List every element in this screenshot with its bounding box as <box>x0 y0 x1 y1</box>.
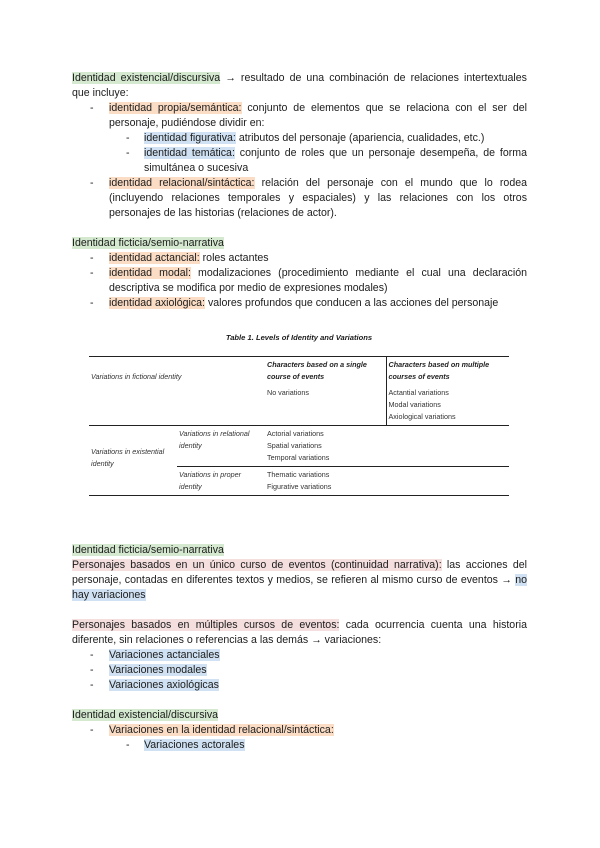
notes-upper <box>72 71 527 311</box>
identity-table <box>89 356 509 496</box>
section2-list <box>72 251 527 311</box>
term-highlight: identidad temática: <box>144 147 235 159</box>
variation-highlight: Variaciones modales <box>109 664 207 676</box>
spacer <box>72 221 527 236</box>
list-item <box>72 663 527 678</box>
section3-title: Identidad ficticia/semio-narrativa <box>72 544 224 556</box>
proper-values <box>265 467 509 496</box>
item-text: relación del personaje con el mundo que lo rodea (incluyendo relaciones temporales y espaciales) y las relaciones con los otros personajes de las historias (relaciones de actor). <box>109 177 527 219</box>
term-highlight: identidad actancial: <box>109 252 200 264</box>
table-caption: Table 1. Levels of Identity and Variations <box>225 333 373 342</box>
list-item <box>72 678 527 693</box>
section1-intro <box>72 71 527 101</box>
item-text: valores profundos que conducen a las acciones del personaje <box>205 297 499 309</box>
variations-list <box>72 648 527 693</box>
list-item <box>72 648 527 663</box>
spacer <box>72 693 527 708</box>
item-text: roles actantes <box>199 252 269 264</box>
item-text: cada ocurrencia cuenta una historia diferente, sin relaciones o referencias a las demás → variaciones: <box>72 619 527 646</box>
section1-list <box>72 101 527 221</box>
term-highlight: identidad relacional/sintáctica: <box>109 177 255 189</box>
section1-intro-text: → resultado de una combinación de relaciones intertextuales que incluye: <box>72 72 527 99</box>
section2-heading <box>72 236 527 251</box>
header-multiple: Characters based on multiple courses of events <box>386 357 509 386</box>
list-item <box>72 251 527 266</box>
table-cell-line: Modal variations <box>388 400 441 409</box>
term-highlight: Personajes basados en un único curso de eventos (continuidad narrativa): <box>72 559 442 571</box>
existential-label: Variations in existential identity <box>89 426 177 496</box>
table-figure <box>89 332 509 496</box>
variation-highlight: Variaciones actorales <box>144 739 245 751</box>
item-text: conjunto de elementos que se relaciona con el ser del personaje, pudiéndose dividir en: <box>109 102 527 129</box>
table-row <box>89 426 509 467</box>
item-text: modalizaciones (procedimiento mediante el cual una declaración descriptiva se modifica por medio de expresiones modales) <box>109 267 527 294</box>
fictional-label: Variations in fictional identity <box>89 357 265 426</box>
term-highlight: identidad propia/semántica: <box>109 102 242 114</box>
table-cell-line: Temporal variations <box>267 453 330 462</box>
proper-label: Variations in proper identity <box>177 467 265 496</box>
term-highlight: Variaciones en la identidad relacional/sintáctica: <box>109 724 334 736</box>
section2-title: Identidad ficticia/semio-narrativa <box>72 237 224 249</box>
header-single: Characters based on a single course of events <box>265 357 386 386</box>
list-item <box>72 176 527 221</box>
section4-list <box>72 723 527 753</box>
table-row <box>89 357 509 386</box>
list-item <box>72 723 527 753</box>
table-cell-line: Actorial variations <box>267 429 324 438</box>
multiple-course-paragraph <box>72 618 527 648</box>
list-item <box>72 101 527 176</box>
section1-title: Identidad existencial/discursiva <box>72 72 221 84</box>
term-highlight: Personajes basados en múltiples cursos de eventos: <box>72 619 340 631</box>
item-text: las acciones del personaje, contadas en diferentes textos y medios, se refieren al mismo curso de eventos → <box>72 559 527 586</box>
section3-heading <box>72 543 527 558</box>
table-cell-line: Thematic variations <box>267 470 330 479</box>
list-item <box>72 266 527 296</box>
result-highlight: no hay variaciones <box>72 574 527 601</box>
term-highlight: identidad modal: <box>109 267 191 279</box>
list-item <box>72 131 527 146</box>
variation-highlight: Variaciones axiológicas <box>109 679 219 691</box>
term-highlight: identidad axiológica: <box>109 297 206 309</box>
section4-heading <box>72 708 527 723</box>
item-text: atributos del personaje (apariencia, cualidades, etc.) <box>235 132 485 144</box>
table-cell-line: Figurative variations <box>267 482 332 491</box>
variation-highlight: Variaciones actanciales <box>109 649 220 661</box>
table-cell-line: Spatial variations <box>267 441 322 450</box>
list-item <box>72 296 527 311</box>
single-course-paragraph <box>72 558 527 603</box>
fictional-multiple-values <box>386 385 509 426</box>
sub-list <box>72 131 527 176</box>
term-highlight: identidad figurativa: <box>144 132 236 144</box>
item-text: conjunto de roles que un personaje desempeña, de forma simultánea o sucesiva <box>144 147 527 174</box>
list-item <box>72 146 527 176</box>
table-cell-line: Axiological variations <box>388 412 456 421</box>
relational-label: Variations in relational identity <box>177 426 265 467</box>
relational-values <box>265 426 509 467</box>
spacer <box>72 603 527 618</box>
notes-lower <box>72 543 527 753</box>
section4-title: Identidad existencial/discursiva <box>72 709 219 721</box>
sub-list <box>72 738 527 753</box>
table-cell-line: Actantial variations <box>388 388 449 397</box>
fictional-single-value: No variations <box>267 388 309 397</box>
list-item <box>72 738 527 753</box>
